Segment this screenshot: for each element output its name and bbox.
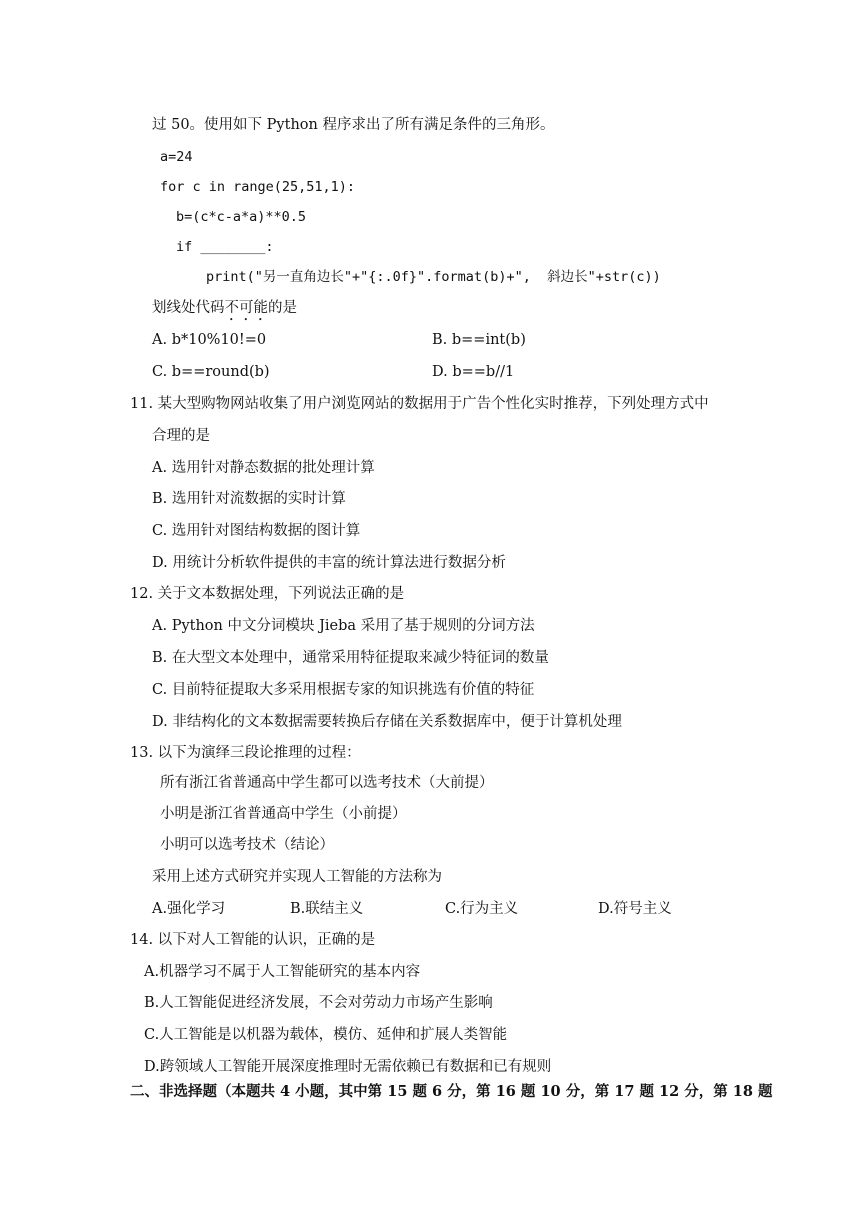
q12-option-c: C. 目前特征提取大多采用根据专家的知识挑选有价值的特征 (152, 682, 535, 698)
q11-option-d: D. 用统计分析软件提供的丰富的统计算法进行数据分析 (152, 555, 506, 571)
q12-option-a: A. Python 中文分词模块 Jieba 采用了基于规则的分词方法 (152, 618, 535, 634)
code-line-1: a=24 (160, 149, 193, 165)
q13-option-a: A.强化学习 (152, 901, 226, 917)
q12-option-b: B. 在大型文本处理中，通常采用特征提取来减少特征词的数量 (152, 650, 549, 666)
code-line-2: for c in range(25,51,1): (160, 179, 356, 195)
q11-option-a: A. 选用针对静态数据的批处理计算 (152, 460, 375, 476)
q11-option-b: B. 选用针对流数据的实时计算 (152, 491, 346, 507)
q13-option-b: B.联结主义 (290, 901, 364, 917)
q14-stem: 14. 以下对人工智能的认识，正确的是 (130, 932, 376, 948)
q10-prompt-emph: 不可能 (224, 300, 268, 316)
code-line-4: if ________: (176, 239, 274, 255)
q13-option-d: D.符号主义 (598, 901, 672, 917)
q12-option-d: D. 非结构化的文本数据需要转换后存储在关系数据库中，便于计算机处理 (152, 714, 622, 730)
code-line-5: print("另一直角边长"+"{:.0f}".format(b)+", 斜边长"+str(c)) (206, 269, 661, 285)
q14-option-d: D.跨领域人工智能开展深度推理时无需依赖已有数据和已有规则 (144, 1059, 552, 1075)
q13-conclusion: 小明可以选考技术（结论） (160, 837, 334, 853)
q14-option-b: B.人工智能促进经济发展，不会对劳动力市场产生影响 (144, 995, 493, 1011)
q10-intro: 过 50。使用如下 Python 程序求出了所有满足条件的三角形。 (152, 117, 555, 133)
q10-option-c: C. b==round(b) (152, 364, 270, 380)
q13-stem: 13. 以下为演绎三段论推理的过程： (130, 745, 361, 761)
q10-prompt-pre: 划线处代码 (152, 300, 225, 316)
q11-option-c: C. 选用针对图结构数据的图计算 (152, 523, 361, 539)
q10-option-b: B. b==int(b) (432, 332, 526, 348)
q14-option-c: C.人工智能是以机器为载体，模仿、延伸和扩展人类智能 (144, 1027, 508, 1043)
q10-prompt (152, 298, 297, 324)
q13-minor-premise: 小明是浙江省普通高中学生（小前提） (160, 806, 407, 822)
code-line-3: b=(c*c-a*a)**0.5 (176, 209, 307, 225)
q13-option-c: C.行为主义 (445, 901, 519, 917)
section-2-heading: 二、非选择题（本题共 4 小题，其中第 15 题 6 分，第 16 题 10 分，第 17 题 12 分，第 18 题 (130, 1083, 773, 1100)
q10-option-a: A. b*10%10!=0 (152, 332, 267, 348)
q14-option-a: A.机器学习不属于人工智能研究的基本内容 (144, 964, 421, 980)
q10-option-d: D. b==b//1 (432, 364, 515, 380)
q13-prompt: 采用上述方式研究并实现人工智能的方法称为 (152, 869, 442, 885)
q13-major-premise: 所有浙江省普通高中学生都可以选考技术（大前提） (160, 775, 494, 791)
q10-prompt-post: 的是 (268, 300, 297, 316)
q11-stem-cont: 合理的是 (152, 428, 210, 444)
q11-stem: 11. 某大型购物网站收集了用户浏览网站的数据用于广告个性化实时推荐，下列处理方式中 (130, 396, 709, 412)
q12-stem: 12. 关于文本数据处理，下列说法正确的是 (130, 586, 405, 602)
